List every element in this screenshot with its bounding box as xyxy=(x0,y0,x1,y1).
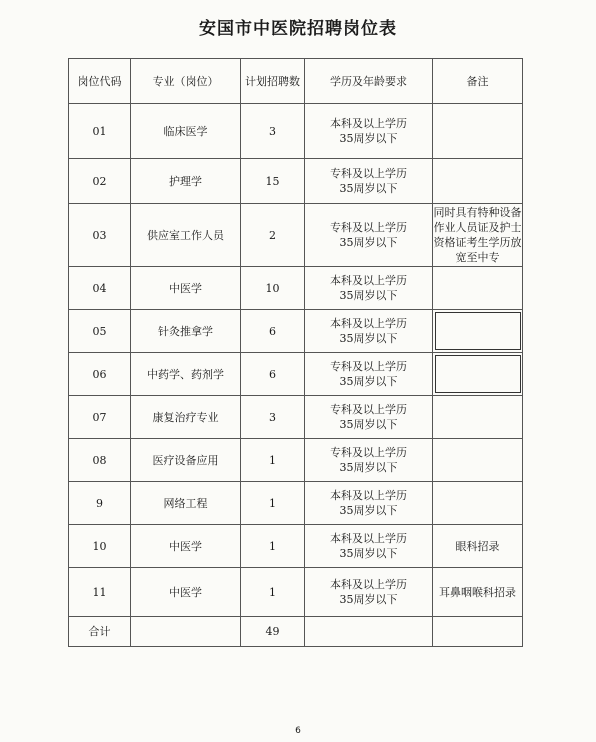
requirements xyxy=(305,159,433,204)
remark-cell xyxy=(433,104,523,159)
major-name: 中医学 xyxy=(131,568,241,617)
recruitment-table xyxy=(68,58,523,647)
plan-count: 10 xyxy=(241,267,305,310)
remark-cell xyxy=(433,159,523,204)
table-row xyxy=(69,353,523,396)
requirements xyxy=(305,267,433,310)
total-label: 合计 xyxy=(69,617,131,647)
education-requirement: 本科及以上学历 xyxy=(330,317,407,330)
remark-cell: 耳鼻咽喉科招录 xyxy=(433,568,523,617)
position-code: 04 xyxy=(69,267,131,310)
plan-count: 1 xyxy=(241,482,305,525)
requirements xyxy=(305,439,433,482)
header-position-code: 岗位代码 xyxy=(69,59,131,104)
remark-cell xyxy=(433,353,523,396)
education-requirement: 专科及以上学历 xyxy=(330,403,407,416)
major-name: 康复治疗专业 xyxy=(131,396,241,439)
age-requirement: 35周岁以下 xyxy=(339,593,398,606)
age-requirement: 35周岁以下 xyxy=(339,236,398,249)
table-row xyxy=(69,310,523,353)
total-empty-cell xyxy=(305,617,433,647)
position-code: 9 xyxy=(69,482,131,525)
age-requirement: 35周岁以下 xyxy=(339,132,398,145)
position-code: 01 xyxy=(69,104,131,159)
plan-count: 6 xyxy=(241,353,305,396)
education-requirement: 专科及以上学历 xyxy=(330,360,407,373)
education-requirement: 本科及以上学历 xyxy=(330,274,407,287)
plan-count: 1 xyxy=(241,439,305,482)
age-requirement: 35周岁以下 xyxy=(339,332,398,345)
education-requirement: 本科及以上学历 xyxy=(330,532,407,545)
major-name: 供应室工作人员 xyxy=(131,204,241,267)
table-row xyxy=(69,482,523,525)
age-requirement: 35周岁以下 xyxy=(339,504,398,517)
education-requirement: 专科及以上学历 xyxy=(330,221,407,234)
position-code: 08 xyxy=(69,439,131,482)
age-requirement: 35周岁以下 xyxy=(339,461,398,474)
header-plan-count: 计划招聘数 xyxy=(241,59,305,104)
major-name: 网络工程 xyxy=(131,482,241,525)
major-name: 中医学 xyxy=(131,525,241,568)
position-code: 10 xyxy=(69,525,131,568)
page-number: 6 xyxy=(295,726,301,736)
major-name: 针灸推拿学 xyxy=(131,310,241,353)
education-requirement: 本科及以上学历 xyxy=(330,117,407,130)
table-header-row xyxy=(69,59,523,104)
total-row xyxy=(69,617,523,647)
education-requirement: 专科及以上学历 xyxy=(330,167,407,180)
plan-count: 3 xyxy=(241,104,305,159)
requirements xyxy=(305,310,433,353)
total-empty-cell xyxy=(131,617,241,647)
plan-count: 1 xyxy=(241,568,305,617)
remark-cell xyxy=(433,439,523,482)
remark-cell: 眼科招录 xyxy=(433,525,523,568)
requirements xyxy=(305,525,433,568)
requirements xyxy=(305,568,433,617)
total-count: 49 xyxy=(241,617,305,647)
remark-cell xyxy=(433,482,523,525)
empty-remark-box xyxy=(435,312,521,350)
position-code: 02 xyxy=(69,159,131,204)
table-row xyxy=(69,439,523,482)
empty-remark-box xyxy=(435,355,521,393)
table-row xyxy=(69,204,523,267)
requirements xyxy=(305,396,433,439)
plan-count: 3 xyxy=(241,396,305,439)
table-row xyxy=(69,159,523,204)
requirements xyxy=(305,482,433,525)
plan-count: 2 xyxy=(241,204,305,267)
plan-count: 6 xyxy=(241,310,305,353)
major-name: 中药学、药剂学 xyxy=(131,353,241,396)
age-requirement: 35周岁以下 xyxy=(339,547,398,560)
major-name: 医疗设备应用 xyxy=(131,439,241,482)
education-requirement: 专科及以上学历 xyxy=(330,446,407,459)
header-remarks: 备注 xyxy=(433,59,523,104)
major-name: 临床医学 xyxy=(131,104,241,159)
position-code: 06 xyxy=(69,353,131,396)
education-requirement: 本科及以上学历 xyxy=(330,489,407,502)
position-code: 05 xyxy=(69,310,131,353)
major-name: 护理学 xyxy=(131,159,241,204)
table-row xyxy=(69,104,523,159)
remark-cell: 同时具有特种设备作业人员证及护士资格证考生学历放宽至中专 xyxy=(433,204,523,267)
requirements xyxy=(305,104,433,159)
position-code: 11 xyxy=(69,568,131,617)
education-requirement: 本科及以上学历 xyxy=(330,578,407,591)
age-requirement: 35周岁以下 xyxy=(339,418,398,431)
requirements xyxy=(305,204,433,267)
position-code: 03 xyxy=(69,204,131,267)
position-code: 07 xyxy=(69,396,131,439)
remark-cell xyxy=(433,310,523,353)
age-requirement: 35周岁以下 xyxy=(339,375,398,388)
plan-count: 1 xyxy=(241,525,305,568)
header-major: 专业（岗位） xyxy=(131,59,241,104)
table-row xyxy=(69,525,523,568)
age-requirement: 35周岁以下 xyxy=(339,182,398,195)
remark-cell xyxy=(433,267,523,310)
header-requirements: 学历及年龄要求 xyxy=(305,59,433,104)
table-row xyxy=(69,267,523,310)
table-row xyxy=(69,396,523,439)
major-name: 中医学 xyxy=(131,267,241,310)
age-requirement: 35周岁以下 xyxy=(339,289,398,302)
total-empty-cell xyxy=(433,617,523,647)
table-row xyxy=(69,568,523,617)
remark-cell xyxy=(433,396,523,439)
requirements xyxy=(305,353,433,396)
page-title: 安国市中医院招聘岗位表 xyxy=(199,19,397,39)
plan-count: 15 xyxy=(241,159,305,204)
